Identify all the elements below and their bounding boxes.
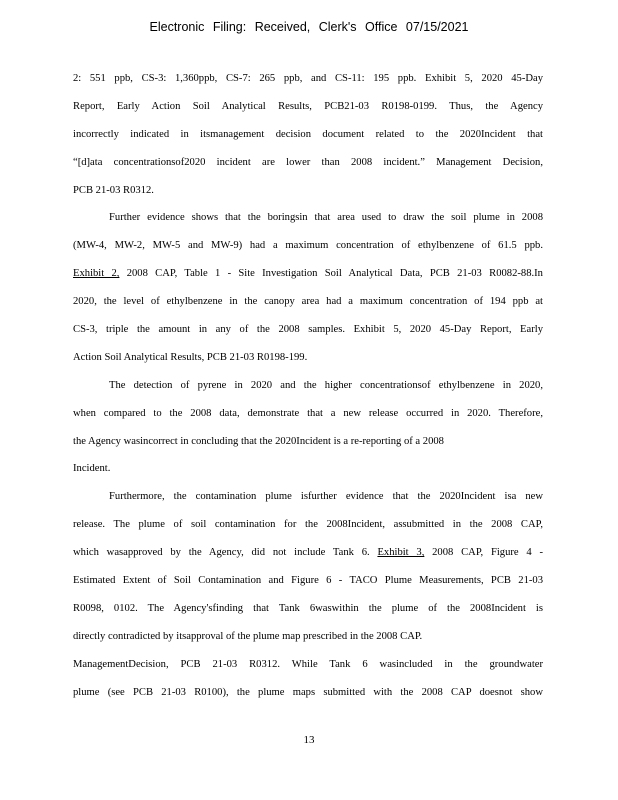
body-text [73,72,543,713]
text-line: directly contradicted by itsapproval of the plume map prescribed in the 2008 CAP. [73,630,423,642]
text-line: PCB 21-03 R0312. [73,184,154,196]
text-line: Report, Early Action Soil Analytical Results, PCB21-03 R0198-0199. Thus, the Agency [73,100,543,112]
text-line: when compared to the 2008 data, demonstrate that a new release occurred in 2020. Therefore, [73,407,543,419]
text-line: incorrectly indicated in itsmanagement decision document related to the 2020Incident that [73,128,543,140]
text-line [73,546,543,574]
page-number: 13 [303,734,315,746]
text-line: “[d]ata concentrationsof2020 incident are lower than 2008 incident.” Management Decision, [73,156,543,168]
text-line: Further evidence shows that the boringsin that area used to draw the soil plume in 2008 [109,212,543,224]
text-line: (MW-4, MW-2, MW-5 and MW-9) had a maximum concentration of ethylbenzene of 61.5 ppb. [73,240,543,252]
text-line [73,267,543,295]
text-span: which wasapproved by the Agency, did not include Tank 6. [73,547,378,559]
text-line: 2: 551 ppb, CS-3: 1,360ppb, CS-7: 265 ppb, and CS-11: 195 ppb. Exhibit 5, 2020 45-Day [73,73,543,84]
text-line: the Agency wasincorrect in concluding that the 2020Incident is a re-reporting of a 2008 [73,435,444,447]
text-line: The detection of pyrene in 2020 and the higher concentrationsof ethylbenzene in 2020, [109,379,543,391]
text-line: Incident. [73,463,111,475]
text-line: 2020, the level of ethylbenzene in the canopy area had a maximum concentration of 194 ppb at [73,296,543,308]
filing-header: Electronic Filing: Received, Clerk's Office 07/15/2021 [149,20,469,34]
text-line: Furthermore, the contamination plume isfurther evidence that the 2020Incident isa new [109,491,543,503]
exhibit-3-reference: Exhibit 3, [377,547,425,559]
text-line: CS-3, triple the amount in any of the 2008 samples. Exhibit 5, 2020 45-Day Report, Early [73,324,543,336]
text-line: plume (see PCB 21-03 R0100), the plume maps submitted with the 2008 CAP doesnot show [73,686,543,698]
text-span: 2008 CAP, Table 1 - Site Investigation Soil Analytical Data, PCB 21-03 R0082-88.In [119,268,543,280]
exhibit-2-reference: Exhibit 2, [73,268,120,280]
text-line: Estimated Extent of Soil Contamination and Figure 6 - TACO Plume Measurements, PCB 21-03 [73,575,543,587]
text-line: release. The plume of soil contamination for the 2008Incident, assubmitted in the 2008 CAP, [73,519,543,531]
text-span: 2008 CAP, Figure 4 - [424,547,543,559]
text-line: ManagementDecision, PCB 21-03 R0312. While Tank 6 wasincluded in the groundwater [73,658,543,670]
text-line: R0098, 0102. The Agency'sfinding that Tank 6waswithin the plume of the 2008Incident is [73,602,543,614]
text-line: Action Soil Analytical Results, PCB 21-03 R0198-199. [73,351,308,363]
